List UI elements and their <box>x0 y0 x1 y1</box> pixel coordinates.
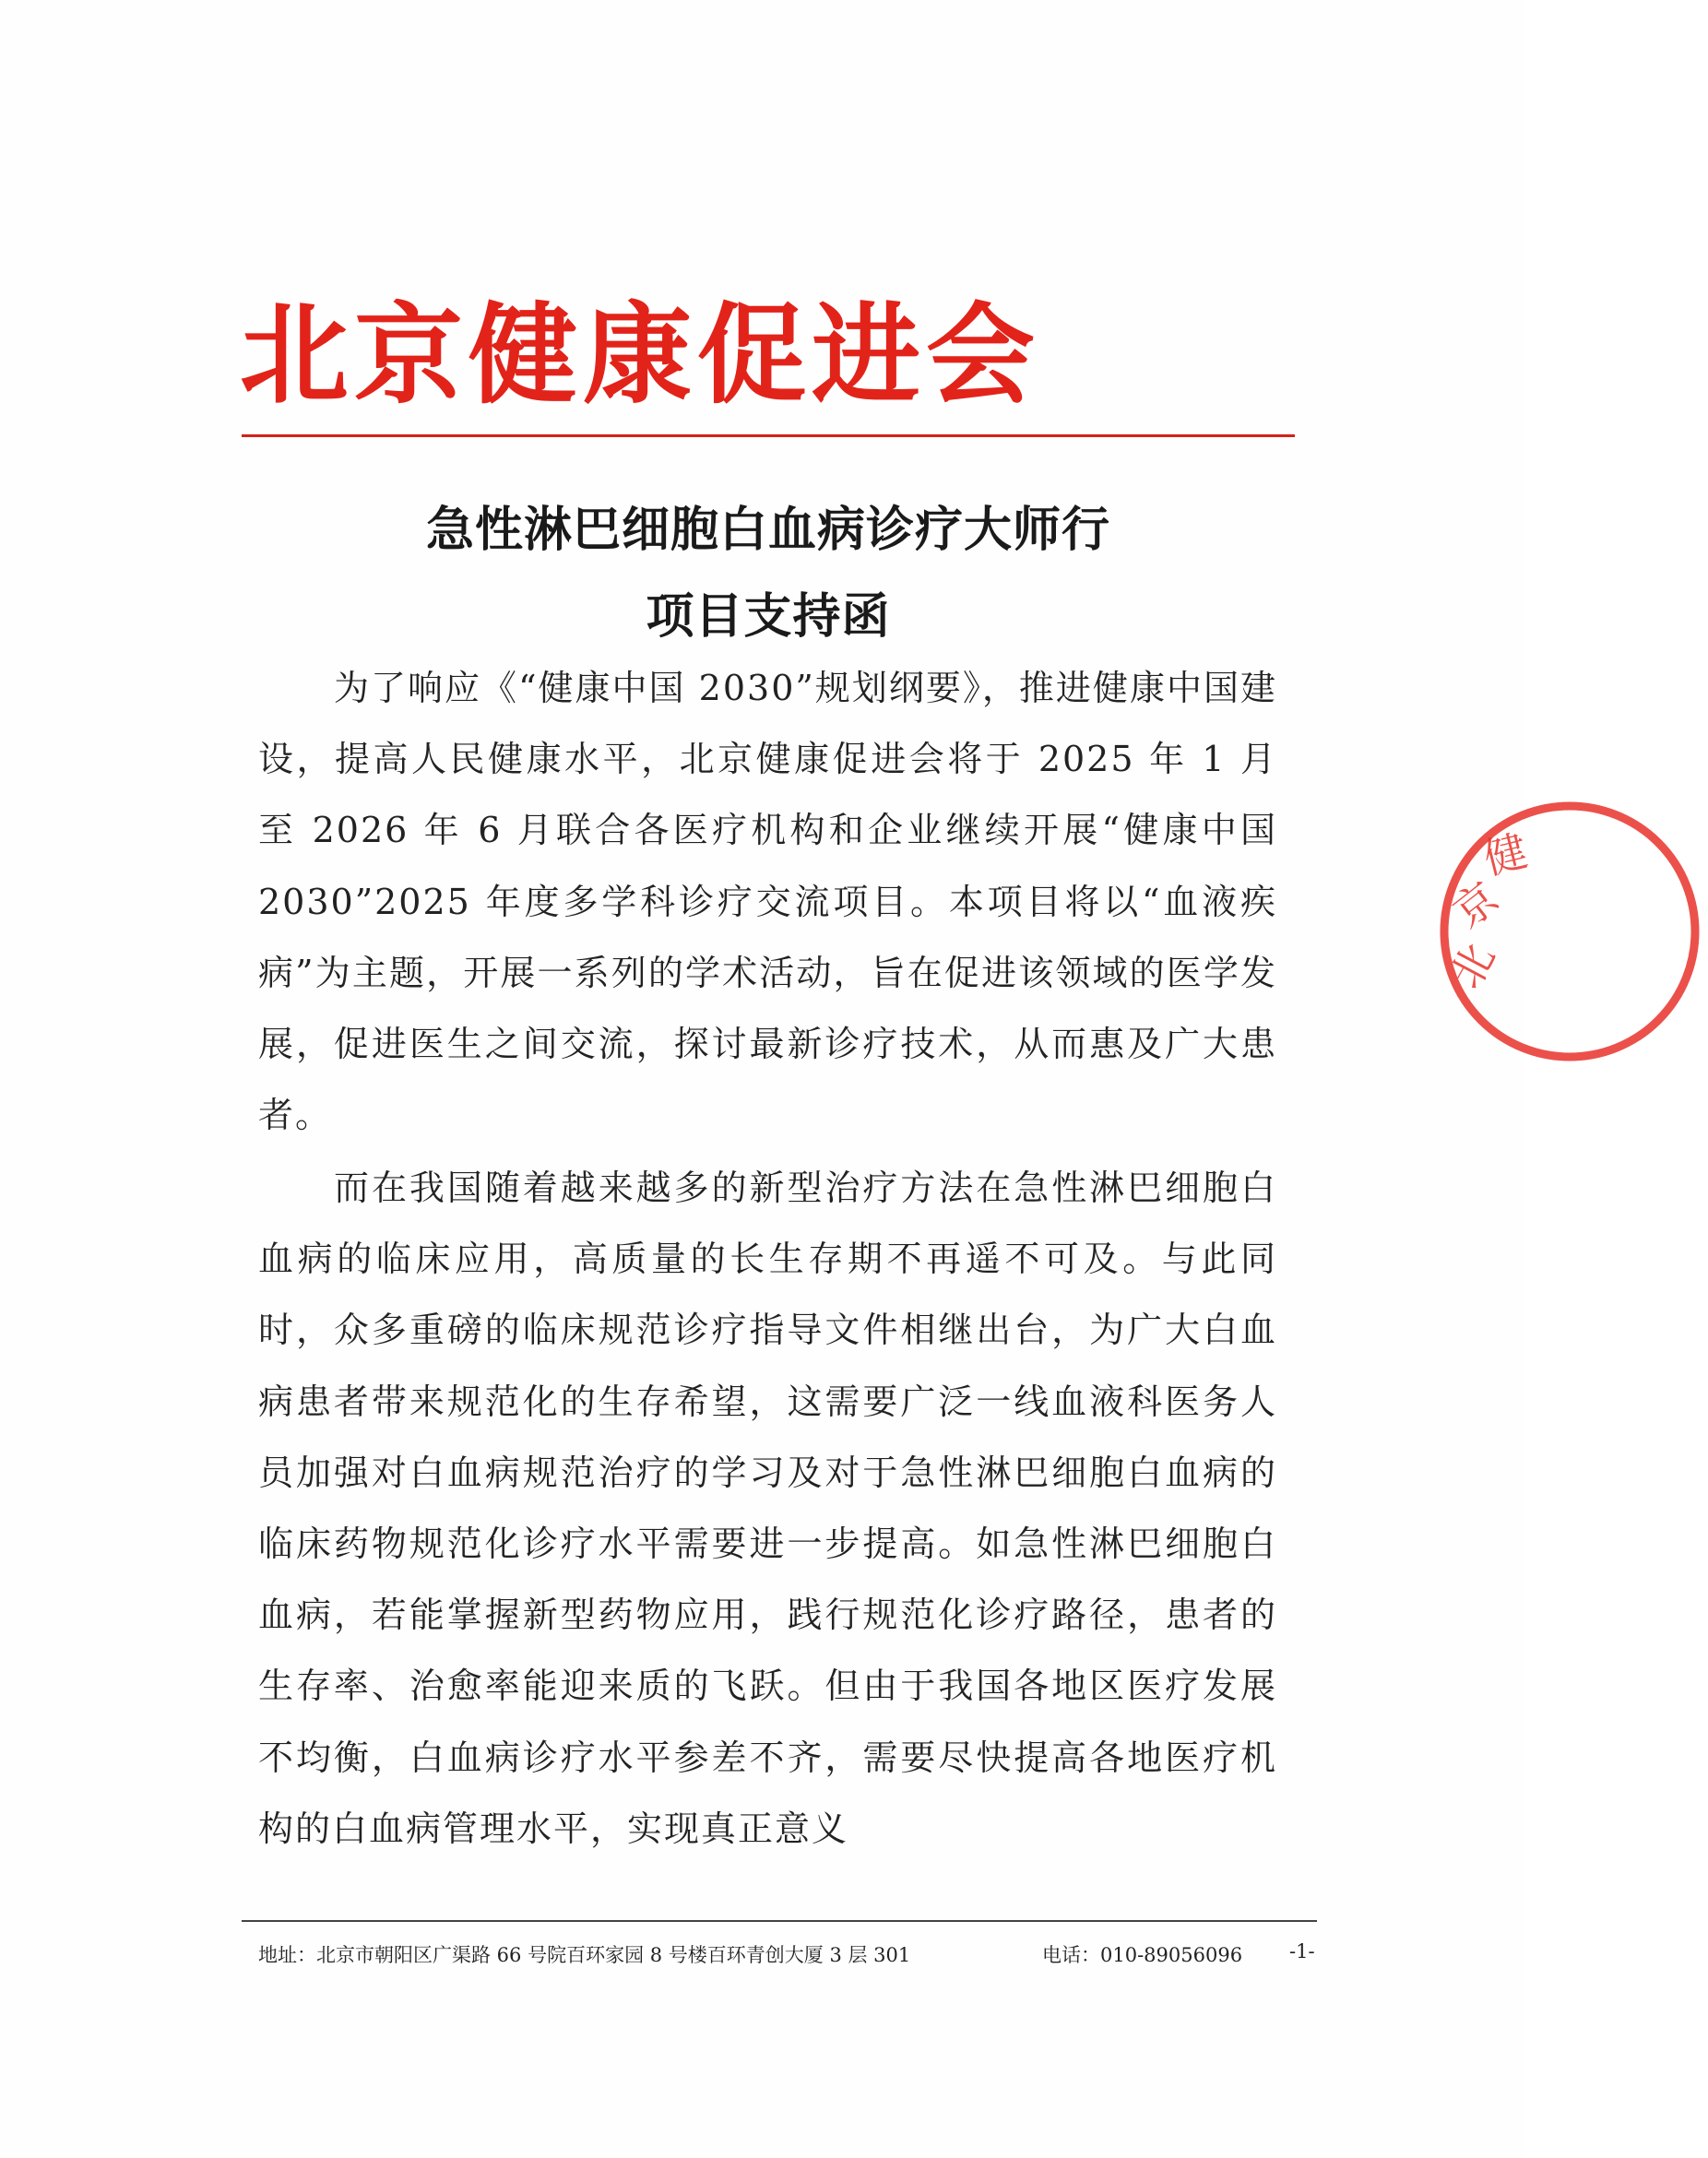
body-paragraph-1: 为了响应《“健康中国 2030”规划纲要》，推进健康中国建设，提高人民健康水平，北京健康促进会将于 2025 年 1 月至 2026 年 6 月联合各医疗机构和企业继续开展“健康中国 2030”2025 年度多学科诊疗交流项目。本项目将以“血液疾病”为主题，开展一系列的学术活动，旨在促进该领域的医学发展，促进医生之间交流，探讨最新诊疗技术，从而惠及广大患者。 <box>258 668 1277 1136</box>
official-seal-stamp <box>1431 793 1708 1070</box>
footer-phone: 电话：010-89056096 <box>1042 1944 1243 1966</box>
footer-rule <box>242 1920 1317 1922</box>
seal-glyph-2: 京 <box>1443 872 1509 938</box>
letterhead-red-rule <box>242 434 1295 437</box>
seal-glyph-1: 北 <box>1441 935 1505 997</box>
page-number: -1- <box>1289 1940 1315 1962</box>
footer-address: 地址：北京市朝阳区广渠路 66 号院百环家园 8 号楼百环青创大厦 3 层 301 <box>258 1944 911 1966</box>
seal-glyph-3: 健 <box>1478 825 1533 884</box>
document-title: 急性淋巴细胞白血病诊疗大师行 <box>425 502 1110 558</box>
document-subtitle: 项目支持函 <box>646 588 891 645</box>
letterhead-org-name: 北京健康促进会 <box>240 290 1041 419</box>
body-paragraph-2: 而在我国随着越来越多的新型治疗方法在急性淋巴细胞白血病的临床应用，高质量的长生存期不再遥不可及。与此同时，众多重磅的临床规范诊疗指导文件相继出台，为广大白血病患者带来规范化的生存希望，这需要广泛一线血液科医务人员加强对白血病规范治疗的学习及对于急性淋巴细胞白血病的临床药物规范化诊疗水平需要进一步提高。如急性淋巴细胞白血病，若能掌握新型药物应用，践行规范化诊疗路径，患者的生存率、治愈率能迎来质的飞跃。但由于我国各地区医疗发展不均衡，白血病诊疗水平参差不齐，需要尽快提高各地医疗机构的白血病管理水平，实现真正意义 <box>258 1168 1277 1849</box>
